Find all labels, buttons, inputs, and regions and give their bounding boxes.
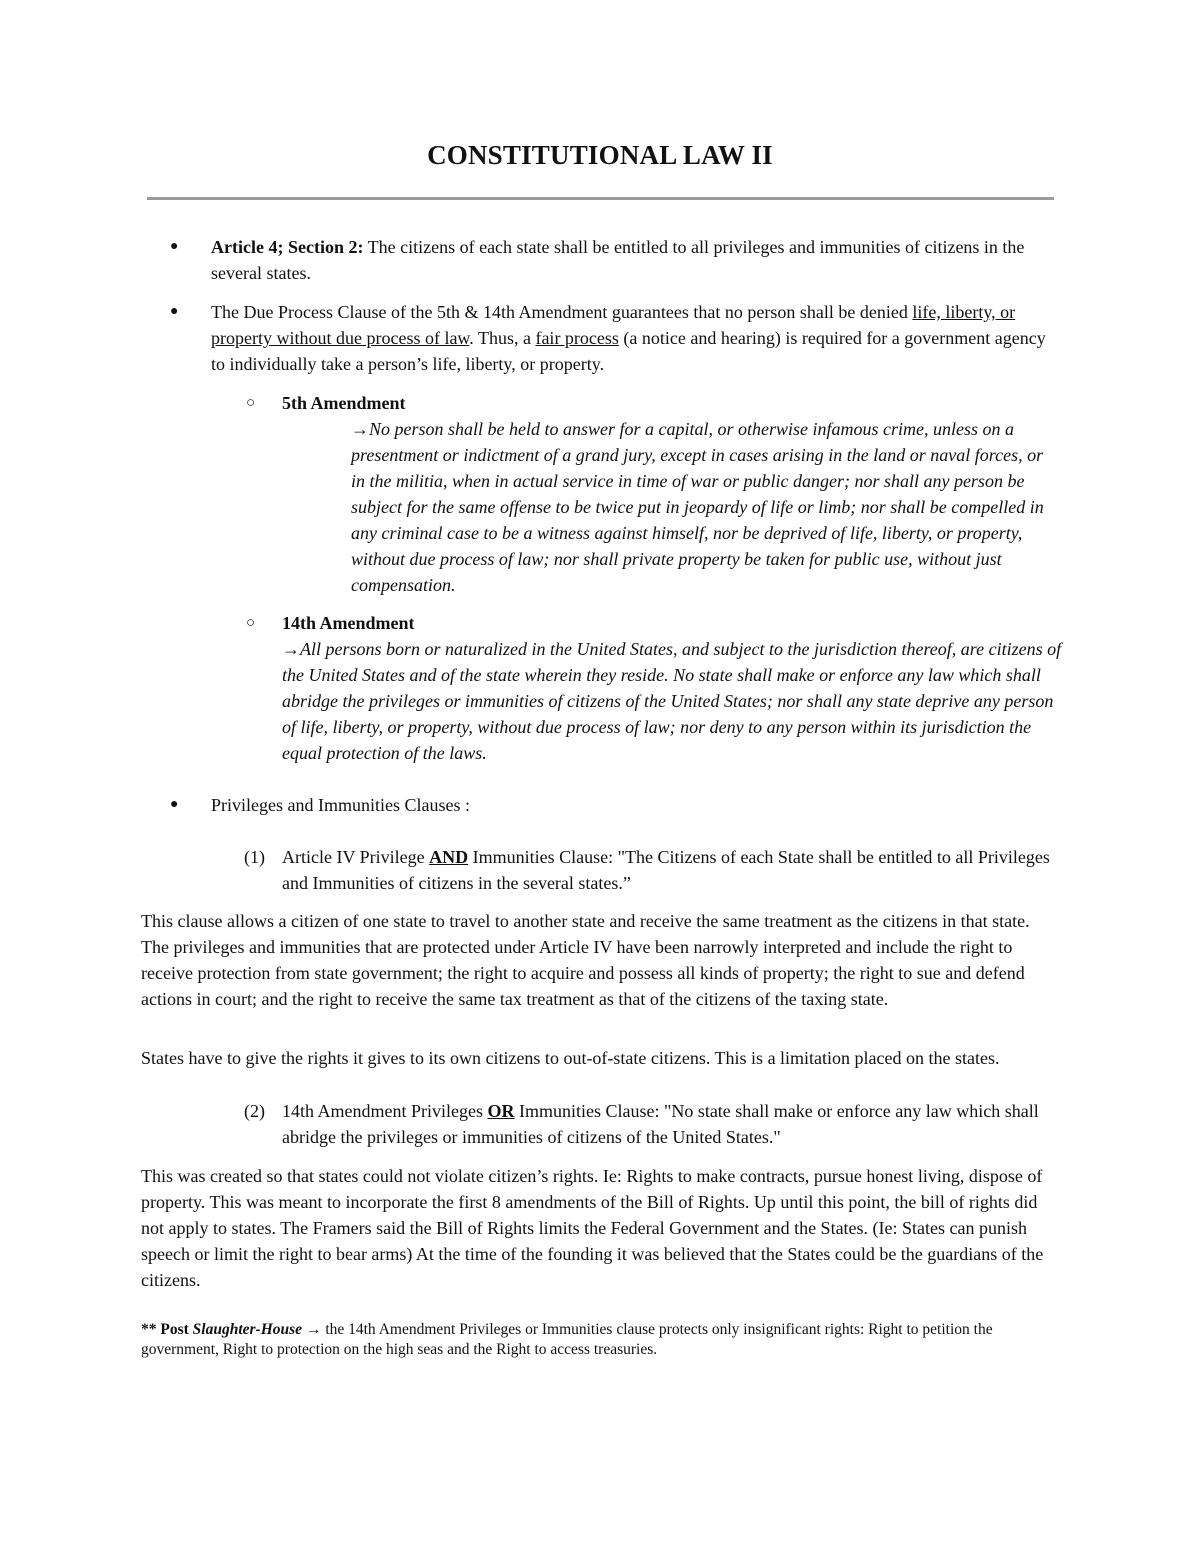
circle-bullet-icon: ○ — [246, 615, 256, 631]
fifth-amendment-text: →No person shall be held to answer for a capital, or otherwise infamous crime, unless on a presentment or indictment of a grand jury, except in cases arising in the land or naval forces, or in the militia, when in actual service in time of war or public danger; nor shall any person be subject for the same offense to be twice put in jeopardy of life or limb; nor shall be compelled in any criminal case to be a witness against himself, nor be deprived of life, liberty, or property, without due process of law; nor shall private property be taken for public use, without just compensation. — [351, 419, 1044, 595]
bullet-icon: ● — [170, 304, 179, 319]
note-text: → the 14th Amendment Privileges or Immunities clause protects only insignificant rights: Right to petition the government, Right to protection on the high seas and the Right to access treasuries. — [141, 1321, 993, 1358]
title-divider — [147, 197, 1054, 200]
item-number: (2) — [244, 1101, 265, 1121]
due-process-middle: . Thus, a — [469, 328, 536, 348]
or-emphasis: OR — [487, 1101, 515, 1121]
fourteenth-pi-clause — [282, 1098, 1052, 1150]
page-title: CONSTITUTIONAL LAW II — [427, 140, 773, 170]
fair-process-underline: fair process — [535, 328, 619, 348]
note-case-name: Slaughter-House — [192, 1321, 303, 1338]
slaughter-house-note — [141, 1320, 1061, 1360]
states-limitation-paragraph: States have to give the rights it gives to its own citizens to out-of-state citizens. This is a limitation placed on the states. — [141, 1048, 1000, 1068]
fourteenth-amendment-heading: 14th Amendment — [282, 613, 415, 633]
due-process-after: (a notice and hearing) is required for a government agency to individually take a person’s life, liberty, or property. — [211, 328, 1046, 374]
item-number: (1) — [244, 847, 265, 867]
article-iv-text: Article IV Privilege — [282, 847, 430, 867]
due-process-bullet — [211, 299, 1061, 377]
note-prefix: ** Post — [141, 1321, 193, 1338]
fourteenth-amendment-text: →All persons born or naturalized in the United States, and subject to the jurisdiction thereof, are citizens of the United States and of the state wherein they reside. No state shall make or enforce any law which shall abridge the privileges or immunities of citizens of the United States; nor shall any state deprive any person of life, liberty, or property, without due process of law; nor deny to any person within its jurisdiction the equal protection of the laws. — [282, 639, 1062, 763]
fifth-amendment-heading: 5th Amendment — [282, 393, 406, 413]
fourteenth-pi-quote: Immunities Clause: "No state shall make or enforce any law which shall abridge the privileges or immunities of citizens of the United States." — [282, 1101, 1039, 1147]
incorporation-paragraph: This was created so that states could not violate citizen’s rights. Ie: Rights to make contracts, pursue honest living, dispose of property. This was meant to incorporate the first 8 amendments of the Bill of Rights. Up until this point, the bill of rights did not apply to states. The Framers said the Bill of Rights limits the Federal Government and the States. (Ie: States can punish speech or limit the right to bear arms) At the time of the founding it was believed that the States could be the guardians of the citizens. — [141, 1166, 1044, 1290]
article4-label: Article 4; Section 2: — [211, 237, 364, 257]
pi-clauses-bullet: Privileges and Immunities Clauses : — [211, 795, 470, 815]
fourteenth-pi-text: 14th Amendment Privileges — [282, 1101, 488, 1121]
article-iv-clause — [282, 844, 1052, 896]
due-process-text: The Due Process Clause of the 5th & 14th Amendment guarantees that no person shall be denied — [211, 302, 913, 322]
article-iv-paragraph: This clause allows a citizen of one state to travel to another state and receive the same treatment as the citizens in that state. The privileges and immunities that are protected under Article IV have been narrowly interpreted and include the right to receive protection from state government; the right to acquire and possess all kinds of property; the right to sue and defend actions in court; and the right to receive the same tax treatment as that of the citizens of the taxing state. — [141, 911, 1030, 1009]
article4-bullet — [211, 234, 1061, 286]
bullet-icon: ● — [170, 239, 179, 254]
due-process-underline: life, liberty, or property without due process of law — [211, 302, 1016, 348]
circle-bullet-icon: ○ — [246, 395, 256, 411]
and-emphasis: AND — [429, 847, 469, 867]
article-iv-quote: Immunities Clause: "The Citizens of each State shall be entitled to all Privileges and Immunities of citizens in the several states.” — [282, 847, 1050, 893]
article4-text: The citizens of each state shall be entitled to all privileges and immunities of citizens in the several states. — [211, 237, 1025, 283]
bullet-icon: ● — [170, 797, 179, 812]
